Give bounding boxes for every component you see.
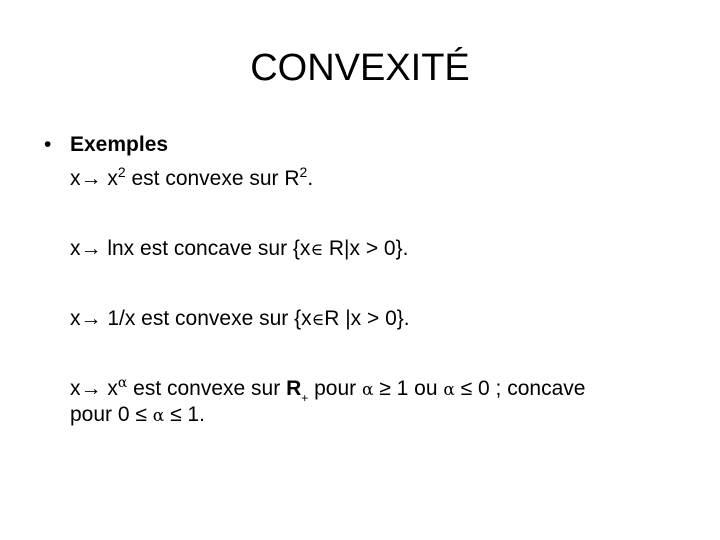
element-of-symbol: ∈ (310, 240, 324, 260)
ex4-text-e: ≤ 0 ; concave (454, 377, 586, 400)
plus-subscript: + (301, 391, 309, 406)
ex1-exponent-2: 2 (299, 164, 308, 180)
alpha-exponent: α (117, 375, 128, 391)
ex4-text-c: pour (308, 377, 362, 400)
example-line-3 (70, 306, 410, 333)
alpha-symbol: α (361, 380, 374, 400)
example-line-4-continued (70, 402, 205, 429)
ex3-text-b: R |x > 0}. (324, 307, 410, 330)
real-set-symbol: R (286, 377, 302, 400)
element-of-symbol: ∈ (311, 310, 325, 330)
ex1-text-b: est convexe sur R (125, 167, 300, 190)
alpha-symbol: α (443, 380, 455, 400)
page-title: CONVEXITÉ (250, 47, 470, 89)
section-heading: Exemples (70, 133, 169, 156)
ex1-text-a: x→ x (70, 167, 118, 190)
ex4-text-f: pour 0 ≤ (70, 403, 153, 426)
ex4-text-g: ≤ 1. (164, 403, 205, 426)
alpha-symbol: α (152, 406, 165, 426)
ex4-text-b: est convexe sur (127, 377, 287, 400)
ex2-text-a: x→ lnx est concave sur {x (70, 237, 311, 260)
ex3-text-a: x→ 1/x est convexe sur {x (70, 307, 312, 330)
ex4-text-d: ≥ 1 ou (373, 377, 444, 400)
ex2-text-b: R|x > 0}. (323, 237, 409, 260)
bullet-marker: • (44, 133, 52, 156)
ex1-exponent: 2 (117, 164, 126, 180)
example-line-1 (70, 166, 313, 193)
ex4-text-a: x→ x (70, 377, 118, 400)
example-line-2 (70, 236, 408, 263)
ex1-text-c: . (307, 167, 314, 190)
